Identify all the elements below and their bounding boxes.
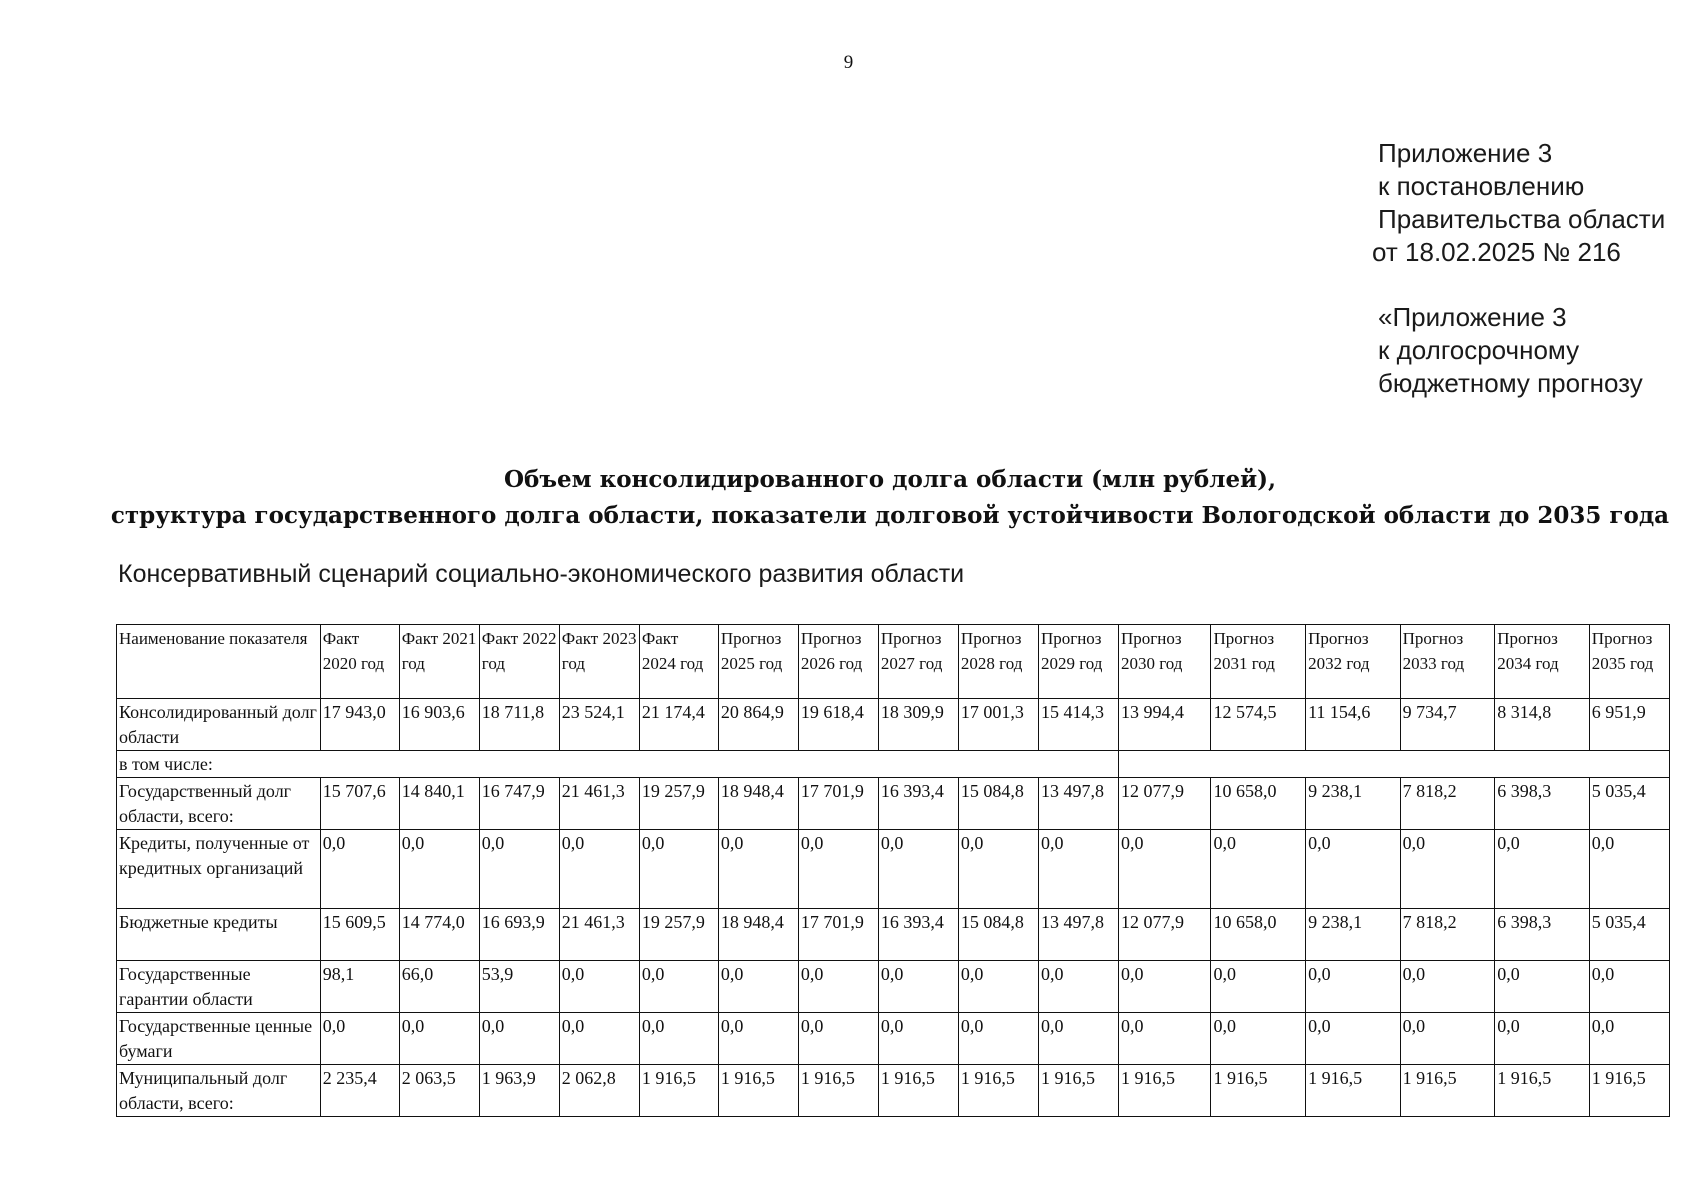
table-cell: 17 943,0	[320, 699, 399, 751]
table-cell: 18 711,8	[479, 699, 559, 751]
table-cell: 0,0	[1495, 1013, 1590, 1065]
table-cell: 6 398,3	[1495, 909, 1590, 961]
table-cell: 12 077,9	[1118, 909, 1211, 961]
table-row-subheader	[117, 751, 1670, 778]
table-cell: 13 994,4	[1118, 699, 1211, 751]
table-cell: 0,0	[1118, 830, 1211, 909]
column-header: Прогноз 2026 год	[798, 625, 878, 699]
table-header-row	[117, 625, 1670, 699]
column-header: Прогноз 2034 год	[1495, 625, 1590, 699]
table-cell: 0,0	[1589, 961, 1669, 1013]
table-cell: 8 314,8	[1495, 699, 1590, 751]
table-cell: 7 818,2	[1400, 909, 1495, 961]
table-cell: 0,0	[718, 961, 798, 1013]
table-cell: 0,0	[639, 961, 718, 1013]
table-cell: 6 398,3	[1495, 778, 1590, 830]
column-header: Факт 2024 год	[639, 625, 718, 699]
column-header: Прогноз 2035 год	[1589, 625, 1669, 699]
table-row-state-guarantees	[117, 961, 1670, 1013]
row-subheader-blank	[1118, 751, 1669, 778]
table-cell: 0,0	[1211, 1013, 1306, 1065]
table-cell: 1 916,5	[1038, 1065, 1118, 1117]
table-cell: 0,0	[1038, 830, 1118, 909]
column-header: Прогноз 2031 год	[1211, 625, 1306, 699]
debt-table	[116, 624, 1670, 1117]
document-title-line-2: структура государственного долга области, показатели долговой устойчивости Вологодской области до 2035 года	[110, 502, 1670, 529]
table-cell: 9 238,1	[1306, 778, 1401, 830]
table-cell: 1 916,5	[1211, 1065, 1306, 1117]
table-cell: 0,0	[1589, 1013, 1669, 1065]
table-cell: 0,0	[878, 961, 958, 1013]
table-cell: 16 747,9	[479, 778, 559, 830]
table-cell: 13 497,8	[1038, 778, 1118, 830]
appendix-line: Правительства области	[1378, 204, 1666, 234]
table-cell: 66,0	[399, 961, 479, 1013]
table-cell: 0,0	[320, 1013, 399, 1065]
table-cell: 16 903,6	[399, 699, 479, 751]
row-label: Государственный долг области, всего:	[117, 778, 321, 830]
table-cell: 0,0	[798, 830, 878, 909]
table-cell: 11 154,6	[1306, 699, 1401, 751]
table-cell: 5 035,4	[1589, 909, 1669, 961]
table-cell: 15 707,6	[320, 778, 399, 830]
table-cell: 16 393,4	[878, 909, 958, 961]
table-cell: 0,0	[320, 830, 399, 909]
table-cell: 15 414,3	[1038, 699, 1118, 751]
column-header: Факт 2022 год	[479, 625, 559, 699]
row-label: Государственные гарантии области	[117, 961, 321, 1013]
table-cell: 10 658,0	[1211, 909, 1306, 961]
appendix-quote-line: «Приложение 3	[1378, 302, 1567, 332]
table-cell: 0,0	[1306, 961, 1401, 1013]
table-cell: 2 235,4	[320, 1065, 399, 1117]
table-cell: 0,0	[878, 1013, 958, 1065]
row-label: Муниципальный долг области, всего:	[117, 1065, 321, 1117]
table-cell: 20 864,9	[718, 699, 798, 751]
table-cell: 0,0	[1118, 961, 1211, 1013]
table-cell: 1 916,5	[1118, 1065, 1211, 1117]
table-cell: 0,0	[718, 830, 798, 909]
table-cell: 7 818,2	[1400, 778, 1495, 830]
appendix-line: к постановлению	[1378, 171, 1585, 201]
table-cell: 6 951,9	[1589, 699, 1669, 751]
column-header: Прогноз 2029 год	[1038, 625, 1118, 699]
row-label: Государственные ценные бумаги	[117, 1013, 321, 1065]
appendix-line: Приложение 3	[1378, 138, 1553, 168]
table-cell: 12 077,9	[1118, 778, 1211, 830]
table-cell: 0,0	[878, 830, 958, 909]
table-cell: 13 497,8	[1038, 909, 1118, 961]
table-cell: 1 916,5	[1400, 1065, 1495, 1117]
appendix-quote	[1378, 301, 1643, 400]
table-cell: 0,0	[1038, 1013, 1118, 1065]
table-cell: 1 916,5	[1589, 1065, 1669, 1117]
appendix-line: от 18.02.2025 № 216	[1372, 237, 1621, 267]
table-cell: 0,0	[1306, 1013, 1401, 1065]
table-cell: 18 948,4	[718, 909, 798, 961]
table-cell: 0,0	[1306, 830, 1401, 909]
table-row-credit-org-loans	[117, 830, 1670, 909]
table-cell: 18 948,4	[718, 778, 798, 830]
table-cell: 0,0	[958, 961, 1038, 1013]
row-label: Консолидированный долг области	[117, 699, 321, 751]
table-cell: 0,0	[479, 830, 559, 909]
appendix-quote-line: к долгосрочному	[1378, 335, 1580, 365]
table-cell: 0,0	[559, 1013, 639, 1065]
table-cell: 9 238,1	[1306, 909, 1401, 961]
table-cell: 15 084,8	[958, 909, 1038, 961]
column-header: Прогноз 2032 год	[1306, 625, 1401, 699]
table-cell: 15 084,8	[958, 778, 1038, 830]
table-cell: 0,0	[1211, 830, 1306, 909]
table-row-securities	[117, 1013, 1670, 1065]
row-subheader: в том числе:	[117, 751, 1119, 778]
table-row-municipal-debt	[117, 1065, 1670, 1117]
table-cell: 0,0	[559, 961, 639, 1013]
table-cell: 1 963,9	[479, 1065, 559, 1117]
table-cell: 16 393,4	[878, 778, 958, 830]
table-cell: 0,0	[559, 830, 639, 909]
table-cell: 0,0	[639, 830, 718, 909]
column-header: Факт 2021 год	[399, 625, 479, 699]
table-cell: 1 916,5	[1306, 1065, 1401, 1117]
table-cell: 2 062,8	[559, 1065, 639, 1117]
column-header-name: Наименование показателя	[117, 625, 321, 699]
column-header: Факт 2023 год	[559, 625, 639, 699]
document-title-line-1: Объем консолидированного долга области (млн рублей),	[503, 466, 1277, 493]
column-header: Прогноз 2025 год	[718, 625, 798, 699]
table-cell: 5 035,4	[1589, 778, 1669, 830]
table-cell: 0,0	[958, 830, 1038, 909]
column-header: Прогноз 2027 год	[878, 625, 958, 699]
table-cell: 1 916,5	[878, 1065, 958, 1117]
table-cell: 0,0	[718, 1013, 798, 1065]
table-cell: 0,0	[479, 1013, 559, 1065]
table-cell: 0,0	[1038, 961, 1118, 1013]
table-cell: 0,0	[798, 1013, 878, 1065]
table-cell: 0,0	[639, 1013, 718, 1065]
appendix-quote-line: бюджетному прогнозу	[1378, 368, 1643, 398]
table-cell: 21 461,3	[559, 909, 639, 961]
table-cell: 0,0	[1495, 961, 1590, 1013]
row-label: Кредиты, полученные от кредитных организаций	[117, 830, 321, 909]
table-cell: 9 734,7	[1400, 699, 1495, 751]
table-cell: 0,0	[958, 1013, 1038, 1065]
table-cell: 1 916,5	[1495, 1065, 1590, 1117]
appendix-header	[1372, 137, 1666, 269]
document-title	[0, 462, 1697, 534]
table-cell: 18 309,9	[878, 699, 958, 751]
table-cell: 12 574,5	[1211, 699, 1306, 751]
table-cell: 0,0	[1211, 961, 1306, 1013]
table-cell: 1 916,5	[958, 1065, 1038, 1117]
table-cell: 0,0	[1495, 830, 1590, 909]
table-cell: 0,0	[1589, 830, 1669, 909]
table-cell: 0,0	[1400, 961, 1495, 1013]
table-cell: 0,0	[1400, 830, 1495, 909]
table-cell: 19 257,9	[639, 778, 718, 830]
table-cell: 14 840,1	[399, 778, 479, 830]
table-cell: 0,0	[1118, 1013, 1211, 1065]
table-cell: 2 063,5	[399, 1065, 479, 1117]
column-header: Прогноз 2033 год	[1400, 625, 1495, 699]
table-row-budget-loans	[117, 909, 1670, 961]
table-cell: 19 257,9	[639, 909, 718, 961]
table-cell: 21 174,4	[639, 699, 718, 751]
table-cell: 17 701,9	[798, 909, 878, 961]
table-cell: 1 916,5	[639, 1065, 718, 1117]
table-cell: 17 701,9	[798, 778, 878, 830]
row-label: Бюджетные кредиты	[117, 909, 321, 961]
table-cell: 1 916,5	[798, 1065, 878, 1117]
table-cell: 0,0	[798, 961, 878, 1013]
column-header: Прогноз 2028 год	[958, 625, 1038, 699]
table-cell: 0,0	[399, 1013, 479, 1065]
table-cell: 19 618,4	[798, 699, 878, 751]
table-cell: 23 524,1	[559, 699, 639, 751]
table-cell: 15 609,5	[320, 909, 399, 961]
table-cell: 0,0	[1400, 1013, 1495, 1065]
table-cell: 98,1	[320, 961, 399, 1013]
column-header: Прогноз 2030 год	[1118, 625, 1211, 699]
table-cell: 16 693,9	[479, 909, 559, 961]
table-cell: 17 001,3	[958, 699, 1038, 751]
table-cell: 53,9	[479, 961, 559, 1013]
table-cell: 1 916,5	[718, 1065, 798, 1117]
table-cell: 21 461,3	[559, 778, 639, 830]
table-row-state-debt	[117, 778, 1670, 830]
scenario-heading: Консервативный сценарий социально-экономического развития области	[118, 560, 965, 588]
table-cell: 14 774,0	[399, 909, 479, 961]
table-row-consolidated-debt	[117, 699, 1670, 751]
page-number: 9	[843, 52, 854, 73]
table-cell: 10 658,0	[1211, 778, 1306, 830]
column-header: Факт 2020 год	[320, 625, 399, 699]
table-cell: 0,0	[399, 830, 479, 909]
